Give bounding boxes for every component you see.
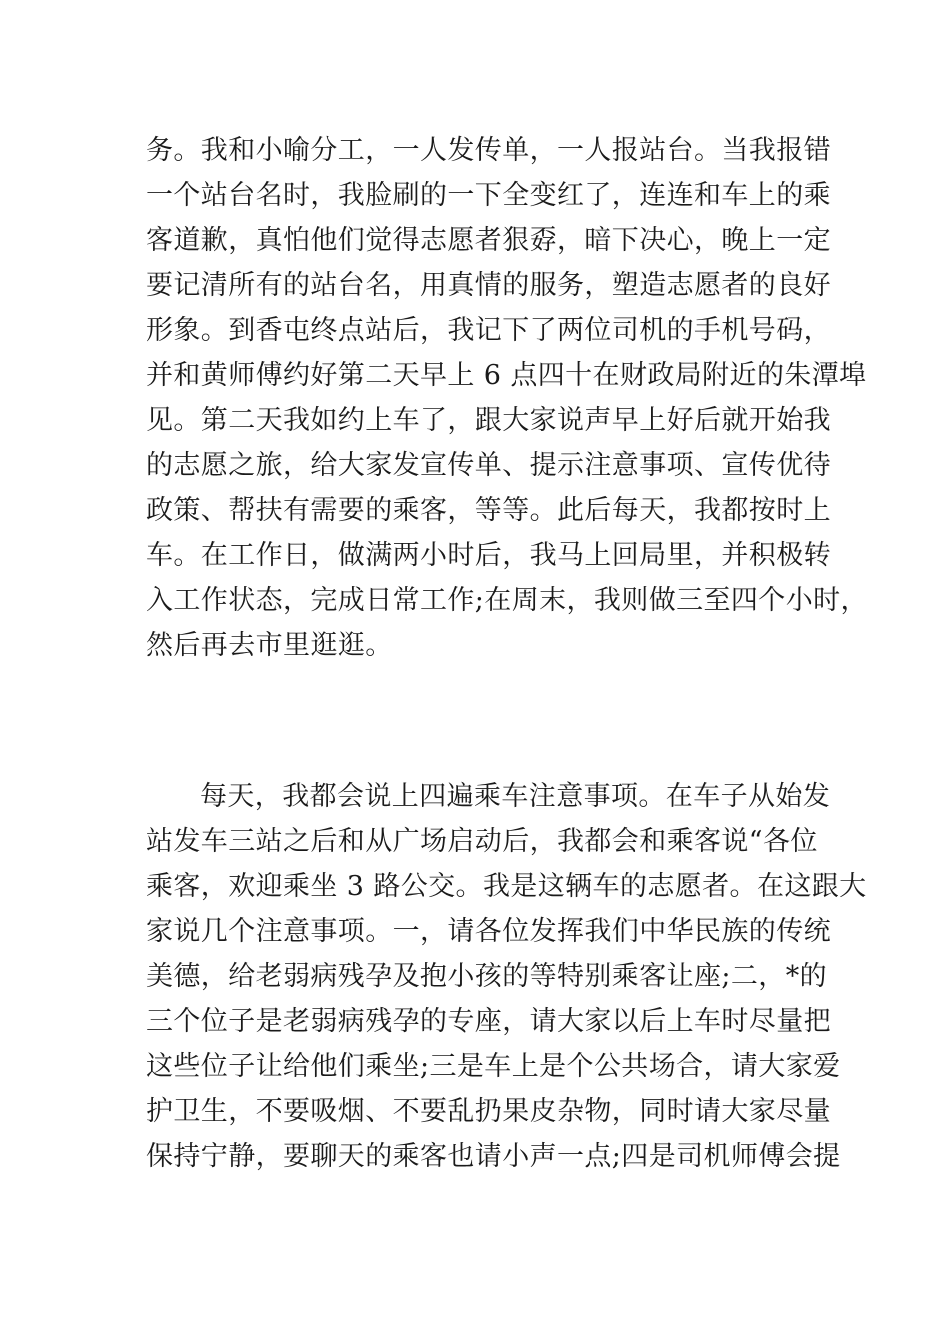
paragraph-1-line-10: 车。在工作日，做满两小时后，我马上回局里，并积极转 [146, 540, 831, 571]
paragraph-1-line-11: 入工作状态，完成日常工作;在周末，我则做三至四个小时， [146, 585, 868, 616]
paragraph-2-line-3: 乘客，欢迎乘坐 3 路公交。我是这辆车的志愿者。在这跟大 [146, 871, 867, 902]
paragraph-2-line-7: 这些位子让给他们乘坐;三是车上是个公共场合，请大家爱 [146, 1051, 841, 1082]
paragraph-1-line-9: 政策、帮扶有需要的乘客，等等。此后每天，我都按时上 [146, 495, 831, 526]
paragraph-1-line-1: 务。我和小喻分工，一人发传单，一人报站台。当我报错 [146, 135, 831, 166]
paragraph-2-line-1: 每天，我都会说上四遍乘车注意事项。在车子从始发 [200, 781, 831, 812]
paragraph-1-line-8: 的志愿之旅，给大家发宣传单、提示注意事项、宣传优待 [146, 450, 831, 481]
paragraph-2-line-5: 美德，给老弱病残孕及抱小孩的等特别乘客让座;二，*的 [146, 961, 827, 992]
paragraph-1-line-2: 一个站台名时，我脸刷的一下全变红了，连连和车上的乘 [146, 180, 831, 211]
paragraph-1-line-3: 客道歉，真怕他们觉得志愿者狠孬，暗下决心，晚上一定 [146, 225, 831, 256]
paragraph-2-line-6: 三个位子是老弱病残孕的专座，请大家以后上车时尽量把 [146, 1006, 831, 1037]
paragraph-1-line-4: 要记清所有的站台名，用真情的服务，塑造志愿者的良好 [146, 270, 831, 301]
paragraph-2-line-9: 保持宁静，要聊天的乘客也请小声一点;四是司机师傅会提 [146, 1141, 841, 1172]
paragraph-1-line-6: 并和黄师傅约好第二天早上 6 点四十在财政局附近的朱潭埠 [146, 360, 867, 391]
paragraph-2-line-8: 护卫生，不要吸烟、不要乱扔果皮杂物，同时请大家尽量 [146, 1096, 831, 1127]
paragraph-2-line-4: 家说几个注意事项。一，请各位发挥我们中华民族的传统 [146, 916, 831, 947]
paragraph-1-line-12: 然后再去市里逛逛。 [146, 630, 393, 661]
paragraph-1-line-5: 形象。到香屯终点站后，我记下了两位司机的手机号码， [146, 315, 831, 346]
paragraph-1-line-7: 见。第二天我如约上车了，跟大家说声早上好后就开始我 [146, 405, 831, 436]
paragraph-2-line-2: 站发车三站之后和从广场启动后，我都会和乘客说“各位 [146, 826, 818, 857]
